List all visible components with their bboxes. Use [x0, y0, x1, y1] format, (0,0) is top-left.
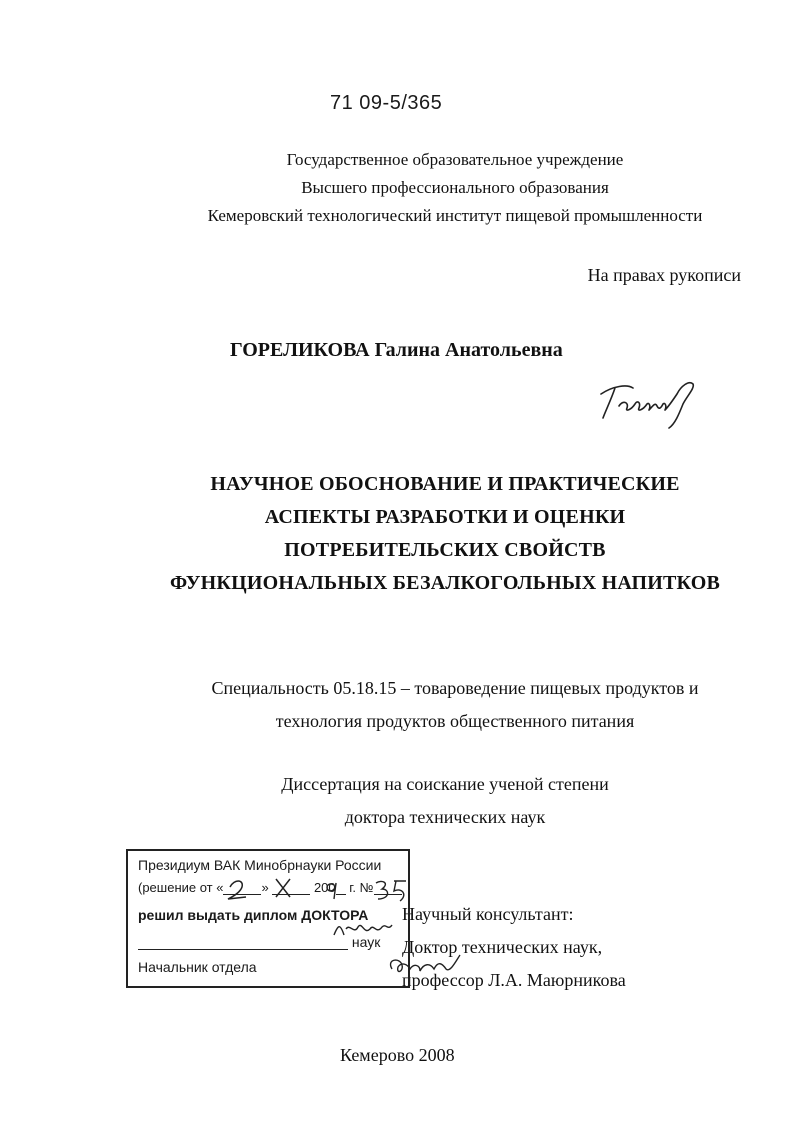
- stamp-decision-line: [138, 880, 402, 895]
- title-line: ПОТРЕБИТЕЛЬСКИХ СВОЙСТВ: [284, 539, 606, 561]
- institution-line: Кемеровский технологический институт пищевой промышленности: [207, 206, 703, 225]
- title-line: ФУНКЦИОНАЛЬНЫХ БЕЗАЛКОГОЛЬНЫХ НАПИТКОВ: [169, 572, 721, 594]
- stamp-field-suffix: наук: [351, 934, 381, 950]
- consultant-line: Научный консультант:: [402, 904, 574, 924]
- specialty-block: [110, 672, 793, 738]
- stamp-year-prefix: 200: [310, 880, 336, 895]
- city-year: Кемерово 2008: [340, 1045, 455, 1065]
- institution-line: Государственное образовательное учреждение: [286, 150, 624, 169]
- consultant-block: [402, 898, 626, 997]
- specialty-line: Специальность 05.18.15 – товароведение пищевых продуктов и: [211, 678, 699, 698]
- stamp-year-blank: [336, 894, 346, 895]
- rights-notice: На правах рукописи: [587, 265, 741, 285]
- stamp-line: Начальник отдела: [138, 959, 257, 975]
- title-line: АСПЕКТЫ РАЗРАБОТКИ И ОЦЕНКИ: [264, 506, 626, 528]
- stamp-day-blank: [223, 894, 261, 895]
- stamp-field-line: [138, 934, 380, 950]
- stamp-line: решил выдать диплом ДОКТОРА: [138, 907, 369, 923]
- stamp-year-suffix: г. №: [345, 880, 374, 895]
- degree-line: Диссертация на соискание ученой степени: [281, 774, 609, 794]
- author-signature: [593, 372, 703, 432]
- document-code: 71 09-5/365: [330, 92, 443, 114]
- stamp-number-blank: [374, 894, 402, 895]
- degree-block: [100, 768, 790, 834]
- consultant-line: профессор Л.А. Маюрникова: [402, 970, 626, 990]
- specialty-line: технология продуктов общественного питания: [275, 711, 635, 731]
- stamp-month-blank: [272, 894, 310, 895]
- consultant-line: Доктор технических наук,: [402, 937, 603, 957]
- degree-line: доктора технических наук: [344, 807, 546, 827]
- institution-block: [150, 146, 760, 230]
- stamp-line: Президиум ВАК Минобрнауки России: [138, 857, 382, 873]
- dissertation-title: [100, 468, 790, 600]
- stamp-field-blank: [138, 949, 348, 950]
- author-name: ГОРЕЛИКОВА Галина Анатольевна: [230, 339, 563, 361]
- institution-line: Высшего профессионального образования: [301, 178, 609, 197]
- stamp-decision-prefix: (решение от «: [138, 880, 224, 895]
- vak-stamp: [126, 849, 410, 988]
- stamp-decision-mid: »: [261, 880, 273, 895]
- title-line: НАУЧНОЕ ОБОСНОВАНИЕ И ПРАКТИЧЕСКИЕ: [210, 473, 680, 495]
